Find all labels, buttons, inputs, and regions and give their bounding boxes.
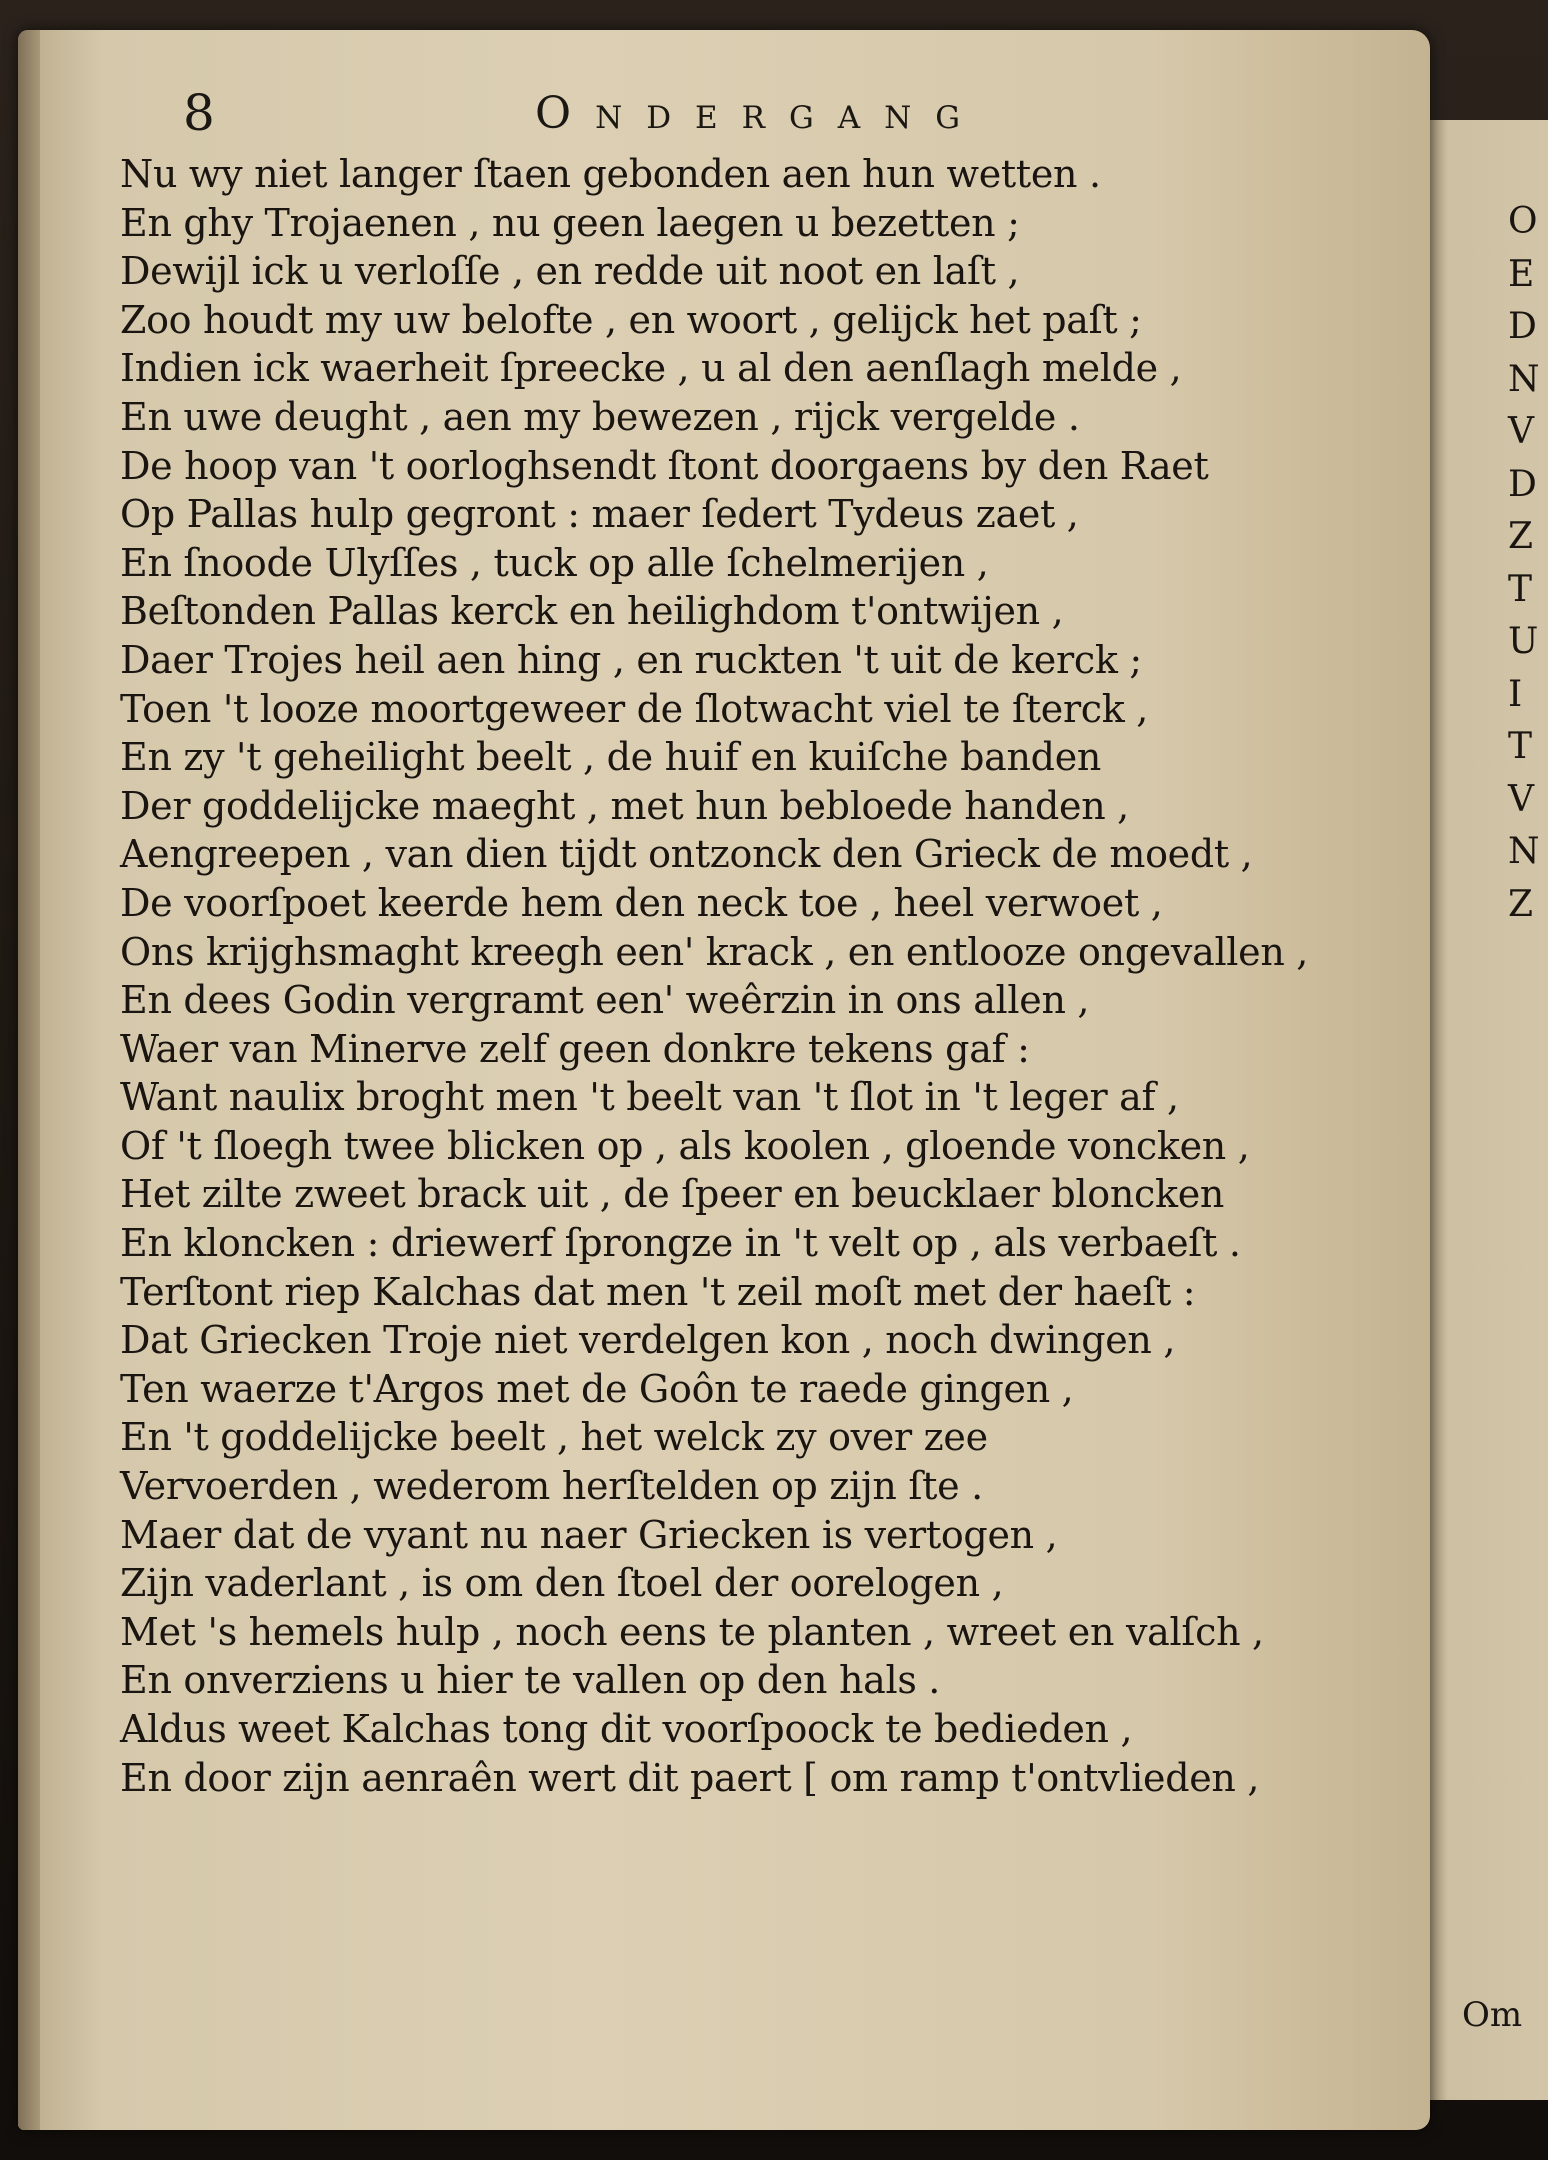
verse-line: Aengreepen , van dien tijdt ontzonck den Grieck de moedt ,	[120, 832, 1253, 877]
verse-line: Of 't ſloegh twee blicken op , als koolen , gloende voncken ,	[120, 1123, 1250, 1168]
verse-line: Daer Trojes heil aen hing , en ruckten 't uit de kerck ;	[120, 637, 1142, 682]
running-head	[165, 80, 1395, 150]
verse-line: Nu wy niet langer ſtaen gebonden aen hun wetten .	[120, 152, 1101, 196]
verse-line: Indien ick waerheit ſpreecke , u al den aenſlagh melde ,	[120, 346, 1182, 391]
verse-line: En ghy Trojaenen , nu geen laegen u bezetten ;	[120, 200, 1020, 245]
facing-letter: Z	[1508, 516, 1534, 557]
verse-line: En dees Godin vergramt een' weêrzin in ons allen ,	[120, 978, 1090, 1023]
verse-line: En onverziens u hier te vallen op den hals .	[120, 1658, 941, 1703]
verse-body	[120, 150, 1420, 1802]
facing-letter: Z	[1508, 883, 1534, 925]
verse-line: En door zijn aenraên wert dit paert [ om ramp t'ontvlieden ,	[120, 1755, 1260, 1800]
facing-letter: T	[1508, 568, 1533, 610]
facing-letter: V	[1508, 778, 1534, 820]
facing-letter: V	[1508, 411, 1534, 452]
verse-line: Beſtonden Pallas kerck en heilighdom t'ontwijen ,	[120, 589, 1064, 634]
facing-letter: N	[1508, 358, 1540, 400]
verse-line: En uwe deught , aen my bewezen , rijck vergelde .	[120, 394, 1080, 439]
facing-letter: T	[1508, 726, 1533, 767]
catchword: Om	[1462, 1995, 1523, 2035]
verse-line: Der goddelijcke maeght , met hun bebloede handen ,	[120, 783, 1129, 828]
verse-line: En zy 't geheilight beelt , de huif en kuiſche banden	[120, 735, 1102, 780]
verse-line: Terſtont riep Kalchas dat men 't zeil moſt met der haeſt :	[120, 1269, 1196, 1314]
running-title: Ondergang	[535, 88, 985, 139]
verse-line: En ſnoode Ulyſſes , tuck op alle ſchelmerijen ,	[120, 540, 989, 585]
facing-letter: D	[1508, 306, 1537, 347]
page-number: 8	[183, 84, 215, 142]
verse-line: Want naulix broght men 't beelt van 't ſlot in 't leger af ,	[120, 1075, 1179, 1120]
verse-line: Dewijl ick u verloſſe , en redde uit noot en laſt ,	[120, 249, 1020, 294]
facing-letter: E	[1508, 253, 1535, 295]
facing-letter: I	[1508, 673, 1523, 715]
verse-line: En 't goddelijcke beelt , het welck zy over zee	[120, 1415, 988, 1460]
verse-line: Maer dat de vyant nu naer Griecken is vertogen ,	[120, 1512, 1058, 1557]
verse-line: Waer van Minerve zelf geen donkre tekens gaf :	[120, 1026, 1030, 1071]
verse-line: Aldus weet Kalchas tong dit voorſpoock te bedieden ,	[120, 1707, 1133, 1751]
verse-line: Op Pallas hulp gegront : maer ſedert Tydeus zaet ,	[120, 492, 1079, 537]
facing-letter: N	[1508, 831, 1540, 872]
facing-letter: O	[1508, 201, 1538, 242]
verse-line: De voorſpoet keerde hem den neck toe , heel verwoet ,	[120, 880, 1163, 925]
verse-line: Ten waerze t'Argos met de Goôn te raede gingen ,	[120, 1366, 1074, 1411]
facing-letter: D	[1508, 463, 1537, 505]
verse-line: Het zilte zweet brack uit , de ſpeer en beucklaer bloncken	[120, 1172, 1225, 1217]
facing-page-letters	[1508, 196, 1540, 931]
verse-line: En kloncken : driewerf ſprongze in 't velt op , als verbaeſt .	[120, 1221, 1241, 1266]
verse-line: Vervoerden , wederom herſtelden op zijn ſte .	[120, 1464, 983, 1509]
verse-line: Zoo houdt my uw belofte , en woort , gelijck het paſt ;	[120, 297, 1142, 342]
verse-line: Dat Griecken Troje niet verdelgen kon , noch dwingen ,	[120, 1318, 1176, 1363]
verse-line: Ons krijghsmaght kreegh een' krack , en entlooze ongevallen ,	[120, 929, 1309, 974]
facing-letter: U	[1508, 621, 1539, 662]
verse-line: Zijn vaderlant , is om den ſtoel der oorelogen ,	[120, 1561, 1004, 1606]
page-edge	[18, 30, 40, 2130]
verse-line: Met 's hemels hulp , noch eens te planten , wreet en valſch ,	[120, 1609, 1264, 1654]
verse-line: De hoop van 't oorloghsendt ſtont doorgaens by den Raet	[120, 443, 1209, 488]
verse-line: Toen 't looze moortgeweer de ſlotwacht viel te ſterck ,	[120, 686, 1149, 731]
